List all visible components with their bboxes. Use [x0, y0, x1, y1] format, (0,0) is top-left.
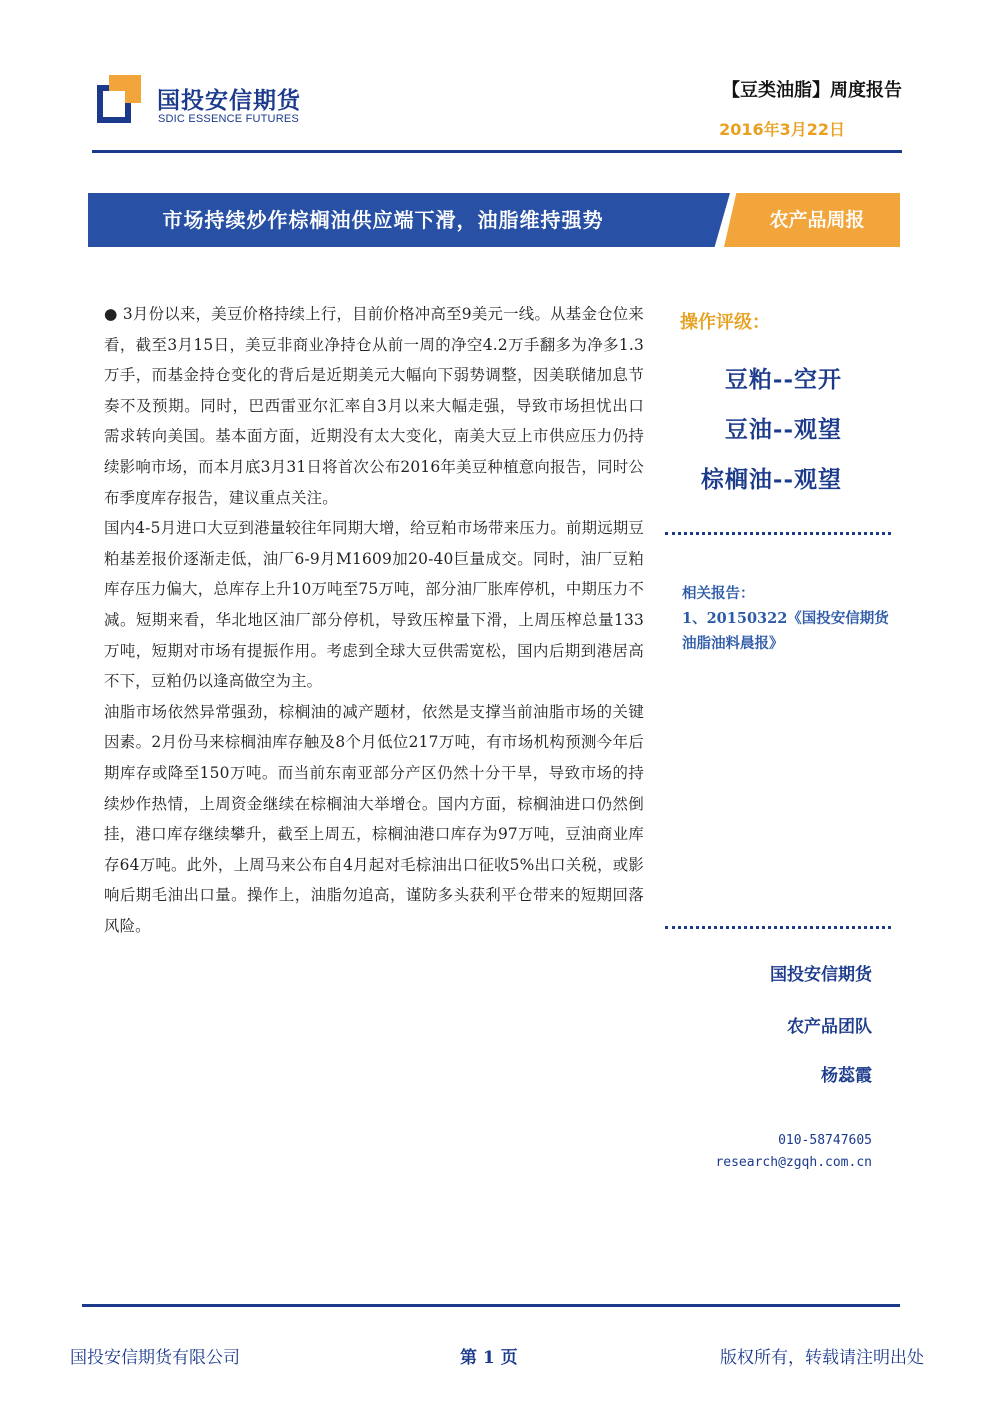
- rating-soyoil: 豆油--观望: [724, 416, 842, 443]
- contact-email[interactable]: research@zgqh.com.cn: [715, 1155, 872, 1170]
- report-body: [104, 299, 644, 941]
- footer-company: 国投安信期货有限公司: [70, 1348, 240, 1368]
- author-name: 杨蕊霞: [821, 1066, 872, 1086]
- rating-label: 操作评级：: [680, 312, 770, 333]
- company-logo-icon: [97, 75, 141, 123]
- report-title: 市场持续炒作棕榈油供应端下滑，油脂维持强势: [162, 208, 604, 232]
- footer-divider: [82, 1304, 900, 1307]
- sidebar-divider: [665, 926, 891, 929]
- footer-copyright: 版权所有，转载请注明出处: [720, 1348, 924, 1368]
- logo-english-name: SDIC ESSENCE FUTURES: [158, 113, 299, 125]
- rating-palmoil: 棕榈油--观望: [700, 466, 842, 493]
- paragraph-oils: 油脂市场依然异常强劲，棕榈油的减产题材，依然是支撑当前油脂市场的关键因素。2月份马来棕榈油库存触及8个月低位217万吨，有市场机构预测今年后期库存或降至150万吨。而当前东南亚部分产区仍然十分干旱，导致市场的持续炒作热情，上周资金继续在棕榈油大举增仓。国内方面，棕榈油进口仍然倒挂，港口库存继续攀升，截至上周五，棕榈油港口库存为97万吨，豆油商业库存64万吨。此外，上周马来公布自4月起对毛棕油出口征收5%出口关税，或影响后期毛油出口量。操作上，油脂勿追高，谨防多头获利平仓带来的短期回落风险。: [104, 702, 644, 935]
- paragraph-soymeal-domestic: 国内4-5月进口大豆到港量较往年同期大增，给豆粕市场带来压力。前期远期豆粕基差报价逐渐走低，油厂6-9月M1609加20-40巨量成交。同时，油厂豆粕库存压力偏大，总库存上升10万吨至75万吨，部分油厂胀库停机，中期压力不减。短期来看，华北地区油厂部分停机，导致压榨量下滑，上周压榨总量133万吨，短期对市场有提振作用。考虑到全球大豆供需宽松，国内后期到港居高不下，豆粕仍以逢高做空为主。: [104, 519, 644, 691]
- team-name: 农产品团队: [787, 1017, 872, 1037]
- company-name: 国投安信期货: [770, 965, 872, 985]
- page-number: 第 1 页: [460, 1348, 518, 1368]
- paragraph-soybean-us: ● 3月份以来，美豆价格持续上行，目前价格冲高至9美元一线。从基金仓位来看，截至3月15日，美豆非商业净持仓从前一周的净空4.2万手翻多为净多1.3万手，而基金持仓变化的背后是近期美元大幅向下弱势调整，因美联储加息节奏不及预期。同时，巴西雷亚尔汇率自3月以来大幅走强，导致市场担忧出口需求转向美国。基本面方面，近期没有太大变化，南美大豆上市供应压力仍持续影响市场，而本月底3月31日将首次公布2016年美豆种植意向报告，同时公布季度库存报告，建议重点关注。: [104, 305, 644, 507]
- logo-chinese-name: 国投安信期货: [157, 88, 301, 114]
- report-date: 2016年3月22日: [719, 120, 845, 139]
- related-reports-title: 相关报告：: [682, 585, 755, 602]
- related-report-link[interactable]: 1、20150322《国投安信期货油脂油料晨报》: [682, 610, 889, 652]
- sidebar-divider: [665, 532, 891, 535]
- rating-soymeal: 豆粕--空开: [724, 366, 842, 393]
- header-divider: [92, 150, 902, 153]
- category-tag: 农产品周报: [769, 209, 865, 231]
- report-type: 【豆类油脂】周度报告: [722, 80, 902, 101]
- contact-phone: 010-58747605: [778, 1133, 872, 1148]
